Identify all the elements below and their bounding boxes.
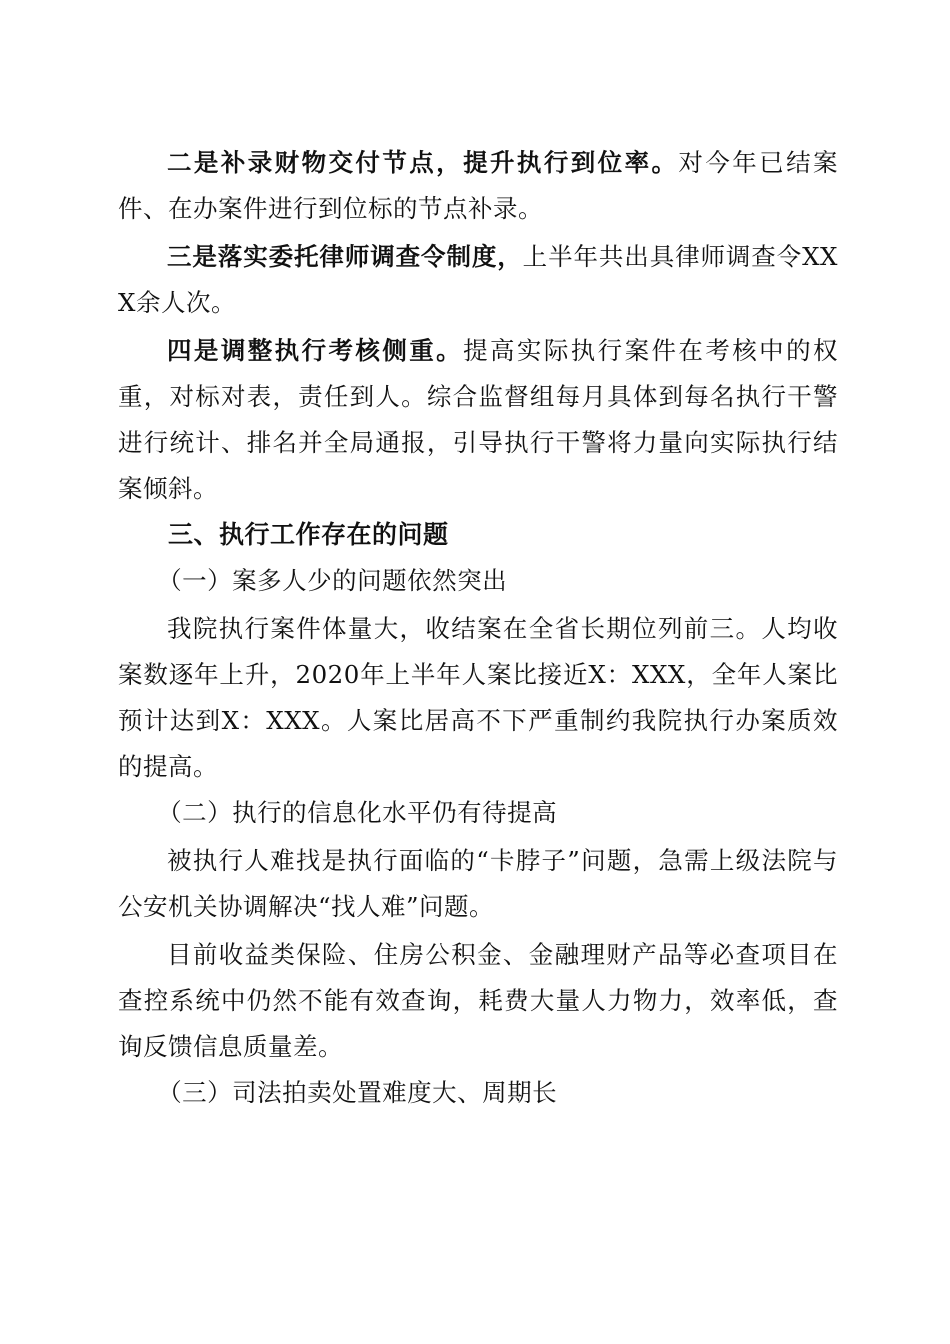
- paragraph-find-person: 被执行人难找是执行面临的“卡脖子”问题，急需上级法院与公安机关协调解决“找人难”问题。: [118, 846, 838, 921]
- subsection-heading-3: （三）司法拍卖处置难度大、周期长: [157, 1078, 558, 1107]
- paragraph-text: 提高实际执行案件在考核中的权重，对标对表，责任到人。综合监督组每月具体到每名执行干警进行统计、排名并全局通报，引导执行干警将力量向实际执行结案倾斜。: [118, 336, 839, 503]
- paragraph-lead: 四是调整执行考核侧重。: [167, 336, 464, 365]
- paragraph-lead: 二是补录财物交付节点，提升执行到位率。: [167, 148, 679, 177]
- paragraph-case-load: 我院执行案件体量大，收结案在全省长期位列前三。人均收案数逐年上升，2020年上半年人案比接近X：XXX，全年人案比预计达到X：XXX。人案比居高不下严重制约我院执行办案质效的提高。: [118, 614, 838, 781]
- paragraph-assessment-adjustment: [118, 328, 838, 512]
- paragraph-query-system: 目前收益类保险、住房公积金、金融理财产品等必查项目在查控系统中仍然不能有效查询，耗费大量人力物力，效率低，查询反馈信息质量差。: [118, 940, 838, 1061]
- subsection-heading-1: （一）案多人少的问题依然突出: [157, 566, 508, 595]
- section-heading: 三、执行工作存在的问题: [168, 520, 449, 549]
- document-body: [118, 140, 838, 1116]
- paragraph-lawyer-investigation: [118, 234, 838, 326]
- subsection-heading-2: （二）执行的信息化水平仍有待提高: [157, 798, 558, 827]
- paragraph-text: 上半年共出具律师调查令XXX余人次。: [118, 242, 839, 317]
- paragraph-supplement-delivery: [118, 140, 838, 232]
- paragraph-text: 对今年已结案件、在办案件进行到位标的节点补录。: [118, 148, 839, 223]
- paragraph-lead: 三是落实委托律师调查令制度，: [167, 242, 523, 271]
